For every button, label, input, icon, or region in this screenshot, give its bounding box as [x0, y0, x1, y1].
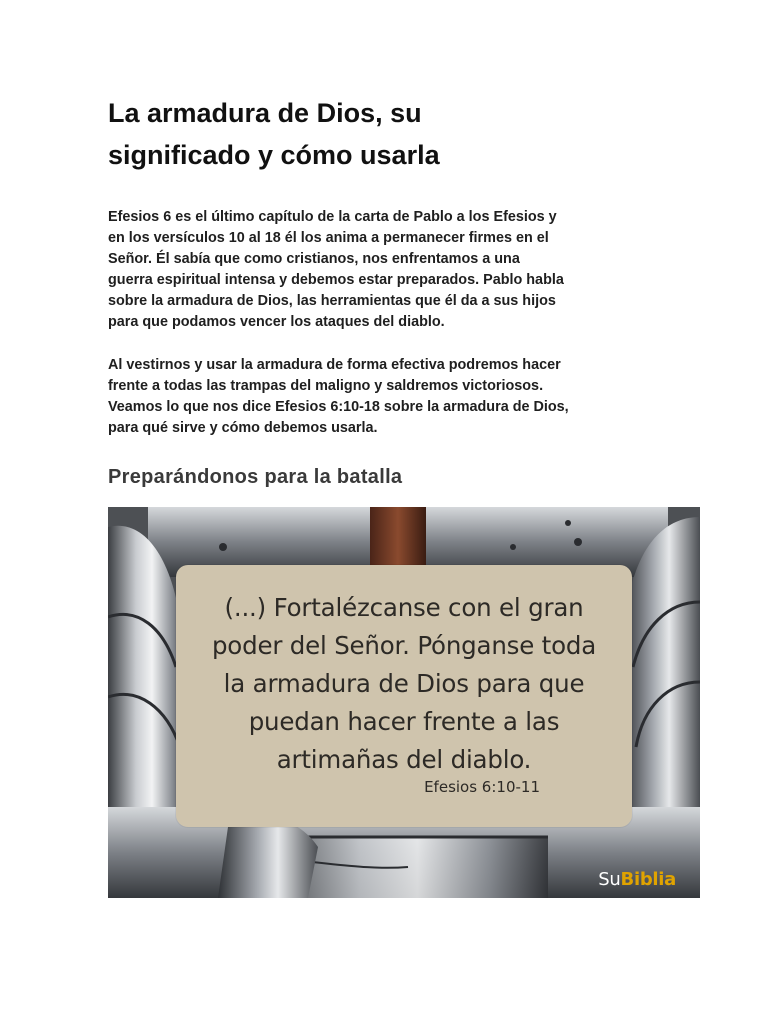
quote-line: poder del Señor. Pónganse toda	[211, 631, 597, 660]
quote-line: artimañas del diablo.	[276, 745, 532, 774]
quote-card	[176, 565, 632, 827]
subiblia-logo	[598, 869, 676, 890]
bible-quote	[176, 589, 632, 779]
paragraph-line: sobre la armadura de Dios, las herramientas que él da a sus hijos	[108, 293, 556, 309]
intro-paragraph	[108, 207, 668, 333]
quote-reference: Efesios 6:10-11	[424, 778, 540, 796]
logo-biblia: Biblia	[620, 869, 676, 890]
quote-line: (...) Fortalézcanse con el gran	[224, 593, 584, 622]
paragraph-line: en los versículos 10 al 18 él los anima a permanecer firmes en el	[108, 230, 549, 246]
quote-line: puedan hacer frente a las	[248, 707, 560, 736]
logo-su: Su	[598, 869, 621, 890]
armor-quote-image	[108, 507, 700, 898]
paragraph-line: Al vestirnos y usar la armadura de forma efectiva podremos hacer	[108, 357, 561, 373]
paragraph-line: guerra espiritual intensa y debemos estar preparados. Pablo habla	[108, 272, 564, 288]
paragraph-line: frente a todas las trampas del maligno y saldremos victoriosos.	[108, 378, 544, 394]
title-line: La armadura de Dios, su	[108, 98, 422, 128]
paragraph-line: para qué sirve y cómo debemos usarla.	[108, 420, 378, 436]
section-heading: Preparándonos para la batalla	[108, 466, 403, 488]
paragraph-line: para que podamos vencer los ataques del diablo.	[108, 314, 445, 330]
article-title	[108, 92, 668, 176]
second-paragraph	[108, 355, 668, 439]
quote-line: la armadura de Dios para que	[223, 669, 585, 698]
paragraph-line: Efesios 6 es el último capítulo de la carta de Pablo a los Efesios y	[108, 209, 557, 225]
title-line: significado y cómo usarla	[108, 140, 440, 170]
paragraph-line: Veamos lo que nos dice Efesios 6:10-18 sobre la armadura de Dios,	[108, 399, 569, 415]
paragraph-line: Señor. Él sabía que como cristianos, nos enfrentamos a una	[108, 251, 520, 267]
